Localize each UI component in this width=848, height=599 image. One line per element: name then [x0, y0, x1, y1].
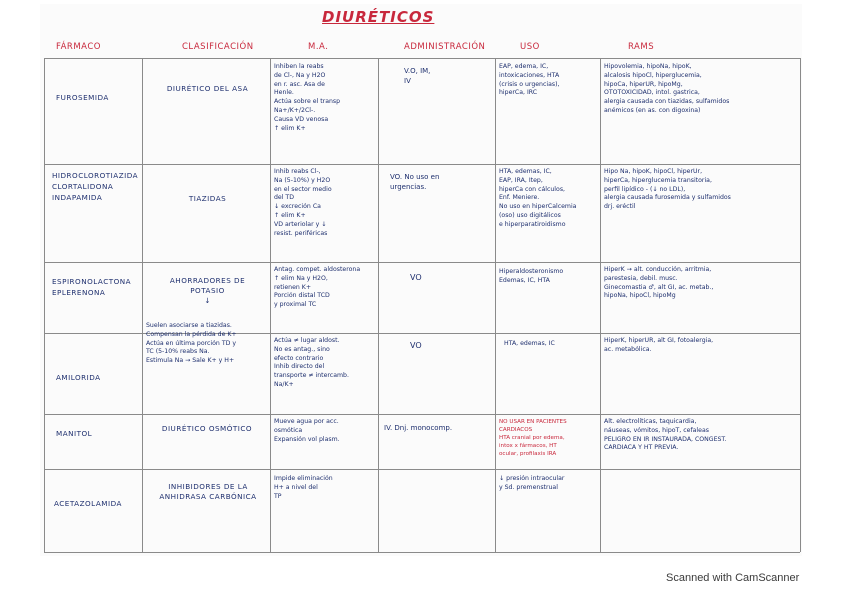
column-divider [800, 58, 801, 552]
row-divider [44, 469, 800, 470]
column-divider [495, 58, 496, 552]
table-cell-admin: VO [410, 341, 422, 350]
table-cell-farmaco: HIDROCLOROTIAZIDA CLORTALIDONA INDAPAMIDA [52, 171, 139, 202]
table-cell-admin: VO [410, 273, 422, 282]
table-cell-clasificacion: DIURÉTICO OSMÓTICO [161, 424, 253, 433]
header-uso: USO [520, 42, 540, 52]
table-cell-ma: Antag. compet. aldosterona ↑ elim Na y H2O, retienen K+ Porción distal TCD y proximal TC [274, 266, 361, 309]
table-cell-uso: ↓ presión intraocular y Sd. premenstrual [499, 475, 565, 491]
table-cell-ma: Inhib reabs Cl-, Na (5-10%) y H2O en el sector medio del TD ↓ excreción Ca ↑ elim K+ VD arteriolar y ↓ resist. periféricas [274, 168, 332, 237]
row-divider [44, 414, 800, 415]
table-cell-clasificacion: TIAZIDAS [188, 194, 227, 203]
table-cell-farmaco: AMILORIDA [56, 373, 101, 382]
page-title: DIURÉTICOS [322, 8, 435, 26]
row-divider [44, 262, 800, 263]
table-cell-uso: HTA, edemas, IC, EAP, IRA, Itep, hiperCa con cálculos, Enf. Meniere. No uso en hiperCalcemia (oso) uso digitálicos e hiperparatiroidismo [499, 168, 577, 228]
table-cell-clasificacion: DIURÉTICO DEL ASA [166, 84, 249, 93]
header-ma: M.A. [308, 42, 329, 52]
table-cell-admin: V.O, IM, IV [404, 67, 431, 85]
table-cell-farmaco: ESPIRONOLACTONA EPLERENONA [52, 277, 132, 297]
table-cell-ma: Inhiben la reabs de Cl-, Na y H2O en r. asc. Asa de Henle. Actúa sobre el transp Na+/K+/2Cl-. Causa VD venosa ↑ elim K+ [274, 63, 341, 132]
column-divider [600, 58, 601, 552]
scanner-watermark: Scanned with CamScanner [666, 572, 800, 584]
header-farmaco: FÁRMACO [56, 42, 101, 52]
row-divider [44, 164, 800, 165]
table-cell-admin: IV. Dnj. monocomp. [384, 424, 453, 432]
table-cell-uso: Hiperaldosteronismo Edemas, IC, HTA [499, 268, 564, 284]
table-cell-rams: HiperK → alt. conducción, arritmia, parestesia, debil. musc. Ginecomastia ♂, alt GI, ac. metab., hipoNa, hipoCl, hipoMg [604, 266, 714, 300]
table-cell-uso: HTA, edemas, IC [504, 340, 555, 347]
table-cell-ma: Impide eliminación H+ a nivel del TP [274, 475, 333, 500]
table-cell-uso: EAP, edema, IC, intoxicaciones, HTA (crisis o urgencias), hiperCa, IRC [499, 63, 560, 97]
table-cell-farmaco: MANITOL [56, 429, 93, 438]
table-border-top [44, 58, 800, 59]
table-cell-rams: Hipo Na, hipoK, hipoCl, hiperUr, hiperCa, hiperglucemia transitoria, perfil lipídico - (↓ no LDL), alergia causada furosemida y sulfamidos drj. eréctil [604, 168, 731, 211]
table-cell-farmaco: FUROSEMIDA [56, 93, 109, 102]
column-divider [44, 58, 45, 552]
table-cell-clasificacion: Suelen asociarse a tiazidas. Compensan la pérdida de K+ Actúa en última porción TD y TC (5-10% reabs Na. Estimula Na → Sale K+ y H+ [146, 322, 237, 365]
table-cell-clasificacion: AHORRADORES DE POTASIO ↓ [169, 276, 246, 305]
column-divider [142, 58, 143, 552]
header-rams: RAMS [628, 42, 655, 52]
table-border-bottom [44, 552, 800, 553]
column-divider [270, 58, 271, 552]
table-cell-admin: VO. No uso en urgencias. [390, 173, 440, 191]
column-divider [378, 58, 379, 552]
header-administracion: ADMINISTRACIÓN [404, 42, 486, 52]
table-cell-farmaco: ACETAZOLAMIDA [54, 499, 122, 508]
table-cell-uso: NO USAR EN PACIENTES CARDIACOS HTA cranial por edema, intox x fármacos, HT ocular, profilaxis IRA [499, 419, 567, 457]
table-cell-ma: Actúa ≠ lugar aldost. No es antag., sino efecto contrario Inhib directo del transporte ≠ intercamb. Na/K+ [274, 337, 349, 388]
table-cell-rams: HiperK, hiperUR, alt GI, fotoalergia, ac. metabólica. [604, 337, 714, 353]
table-cell-ma: Mueve agua por acc. osmótica Expansión vol plasm. [274, 418, 340, 443]
table-cell-rams: Hipovolemia, hipoNa, hipoK, alcalosis hipoCl, hiperglucemia, hipoCa, hiperUR, hipoMg, OTOTOXICIDAD, intol. gastrica, alergia causada con tiazidas, sulfamidos anémicos (en as. con digoxina) [604, 63, 730, 114]
table-cell-clasificacion: INHIBIDORES DE LA ANHIDRASA CARBÓNICA [159, 482, 257, 501]
table-cell-rams: Alt. electrolíticas, taquicardia, náuseas, vómitos, hipoT, cefaleas PELIGRO EN IR INSTAURADA, CONGEST. CARDIACA Y HT PREVIA. [604, 418, 727, 452]
header-clasificacion: CLASIFICACIÓN [182, 42, 254, 52]
